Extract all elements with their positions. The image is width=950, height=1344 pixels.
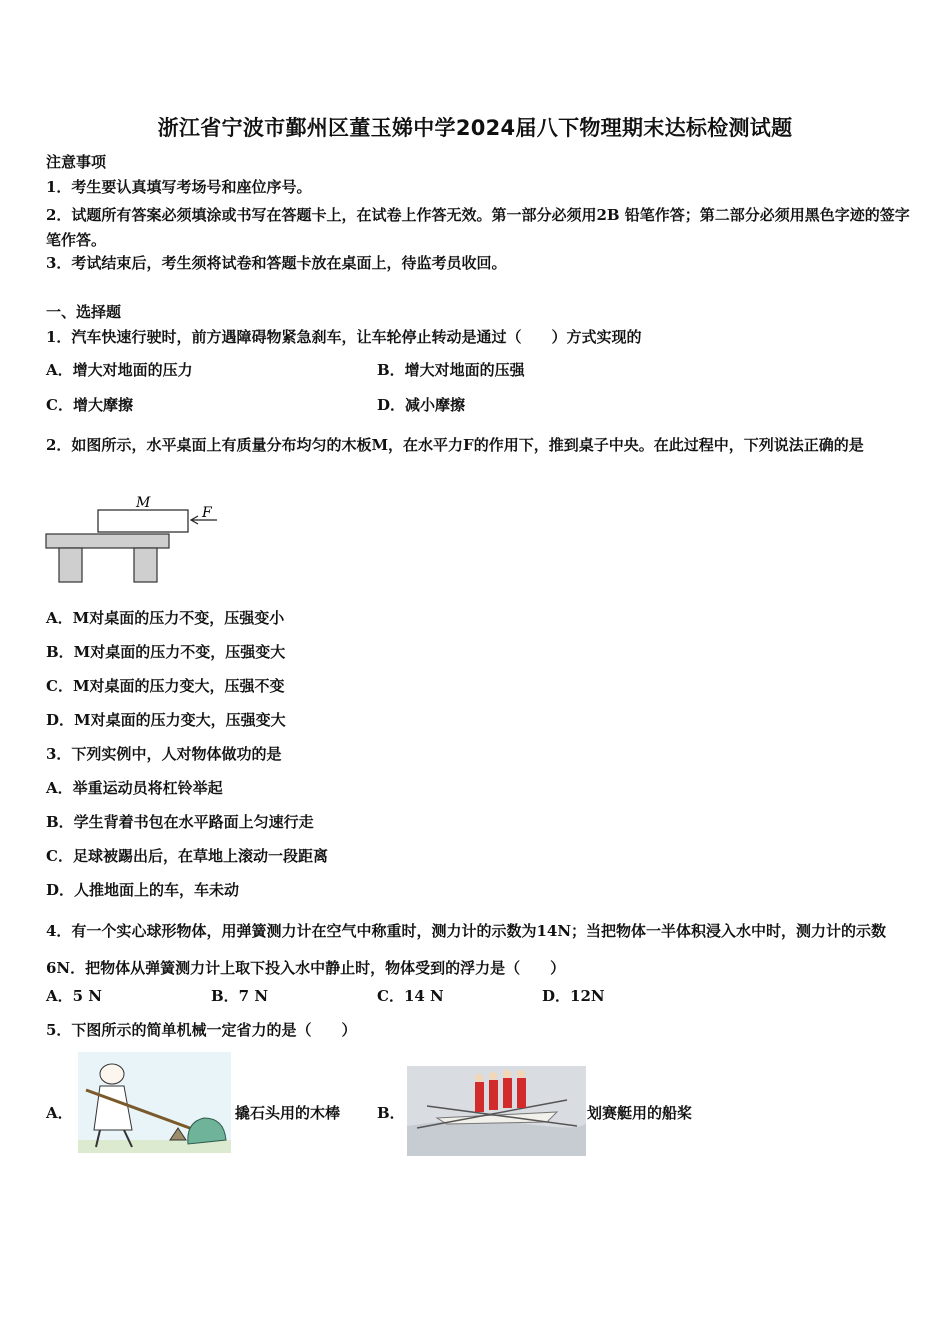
board-m [98, 510, 188, 532]
notice-heading: 注意事项 [46, 153, 107, 171]
lever-picture [78, 1052, 231, 1153]
option-caption: 撬石头用的木棒 [235, 1104, 341, 1122]
option: A．举重运动员将杠铃举起 [46, 779, 223, 797]
rower-head [517, 1070, 525, 1078]
question-stem: 4．有一个实心球形物体，用弹簧测力计在空气中称重时，测力计的示数为14N；当把物体一半体积浸入水中时，测力计的示数6N．把物体从弹簧测力计上取下投入水中静止时，物体受到的浮力是（ ） [46, 922, 887, 977]
option: D．人推地面上的车，车未动 [46, 881, 240, 899]
option: B．增大对地面的压强 [377, 361, 525, 379]
table-leg-left [59, 548, 82, 582]
option-caption: 划赛艇用的船桨 [587, 1104, 693, 1122]
option-letter: B． [377, 1104, 405, 1122]
rower [517, 1078, 526, 1108]
question-stem: 2．如图所示，水平桌面上有质量分布均匀的木板M，在水平力F的作用下，推到桌子中央。在此过程中，下列说法正确的是 [46, 436, 864, 454]
rower-head [489, 1072, 497, 1080]
option: C．M对桌面的压力变大，压强不变 [46, 677, 285, 695]
table-leg-right [134, 548, 157, 582]
rowing-picture [407, 1066, 586, 1156]
option: A．5 N [46, 987, 103, 1005]
board-label: M [136, 495, 151, 511]
page-title: 浙江省宁波市鄞州区董玉娣中学2024届八下物理期末达标检测试题 [157, 116, 793, 140]
notice-item: 1．考生要认真填写考场号和座位序号。 [46, 178, 312, 196]
rower [503, 1078, 512, 1108]
table-top [46, 534, 169, 548]
rower-head [475, 1074, 483, 1082]
option: C．足球被踢出后，在草地上滚动一段距离 [46, 847, 328, 865]
section-heading: 一、选择题 [46, 303, 122, 321]
notice-item: 3．考试结束后，考生须将试卷和答题卡放在桌面上，待监考员收回。 [46, 254, 507, 272]
option: A．M对桌面的压力不变，压强变小 [46, 609, 285, 627]
option: D．M对桌面的压力变大，压强变大 [46, 711, 286, 729]
notice-item: 2．试题所有答案必须填涂或书写在答题卡上，在试卷上作答无效。第一部分必须用2B 铅笔作答；第二部分必须用黑色字迹的签字笔作答。 [46, 206, 910, 249]
option: B．M对桌面的压力不变，压强变大 [46, 643, 286, 661]
option: B．7 N [211, 987, 269, 1005]
rower-head [503, 1070, 511, 1078]
option: D．减小摩擦 [377, 396, 466, 414]
option: A．增大对地面的压力 [46, 361, 193, 379]
option: C．14 N [377, 987, 444, 1005]
question-stem: 3．下列实例中，人对物体做功的是 [46, 745, 282, 763]
question-stem: 5．下图所示的简单机械一定省力的是（ ） [46, 1021, 357, 1039]
option-letter: A． [46, 1104, 73, 1122]
rower [475, 1082, 484, 1112]
table-board-figure [40, 490, 230, 590]
head [100, 1064, 124, 1084]
option: C．增大摩擦 [46, 396, 133, 414]
option: D．12N [542, 987, 605, 1005]
option: B．学生背着书包在水平路面上匀速行走 [46, 813, 314, 831]
force-label: F [202, 505, 212, 521]
rower [489, 1080, 498, 1110]
question-stem: 1．汽车快速行驶时，前方遇障碍物紧急刹车，让车轮停止转动是通过（ ）方式实现的 [46, 328, 642, 346]
